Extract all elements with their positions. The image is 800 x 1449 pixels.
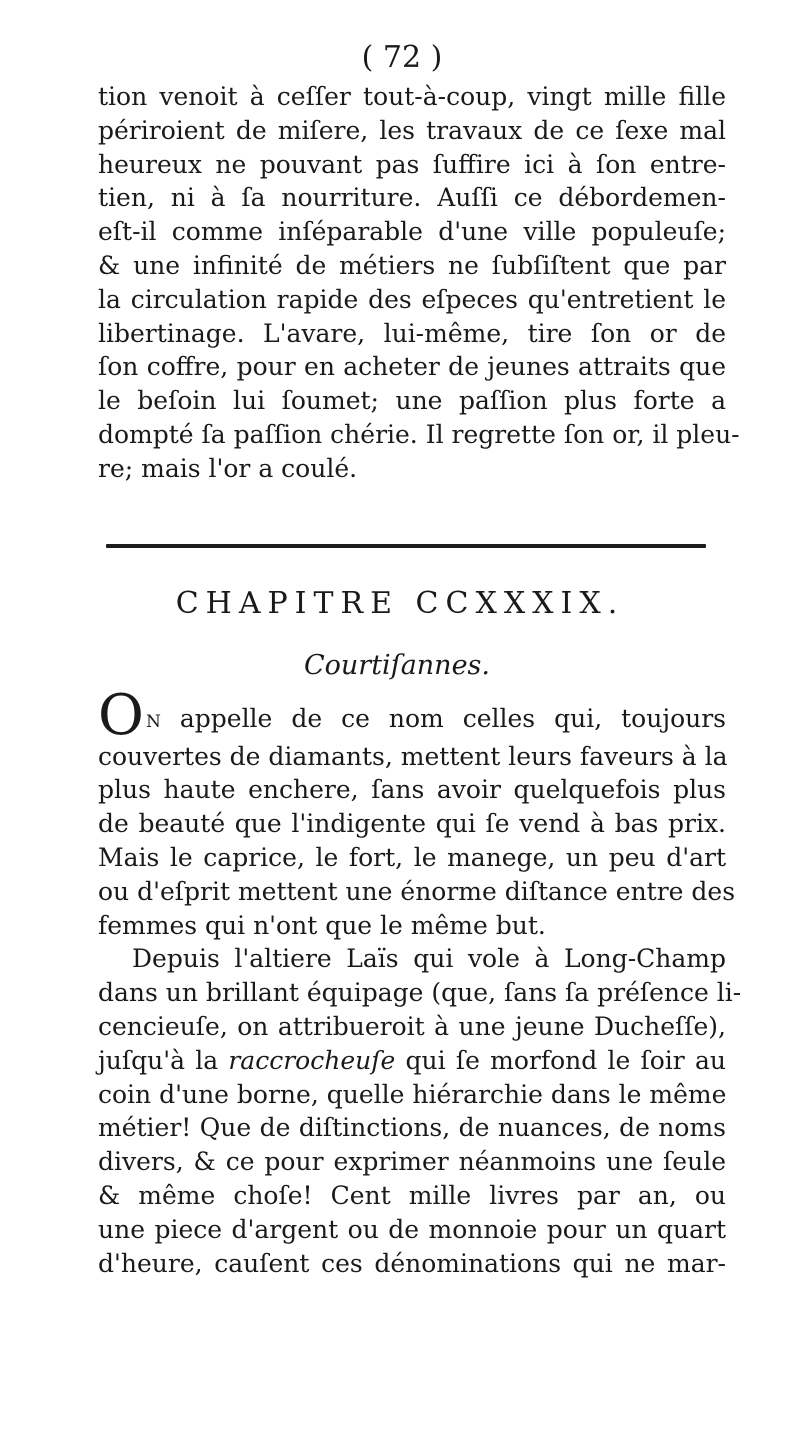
drop-cap: O — [98, 682, 144, 748]
text-line: dans un brillant équipage (que, ſans ſa préſence li- — [98, 978, 742, 1008]
text-line: femmes qui n'ont que le même but. — [98, 910, 546, 940]
text-line: Mais le caprice, le fort, le manege, un peu d'art — [98, 842, 726, 872]
chapter-subtitle: Courtiſannes. — [304, 649, 490, 681]
line-suffix: qui ſe morfond le ſoir au — [395, 1045, 726, 1075]
text-line: ſon coffre, pour en acheter de jeunes attraits que — [98, 352, 726, 382]
text-line: coin d'une borne, quelle hiérarchie dans le même — [98, 1079, 727, 1109]
text-line: cencieuſe, on attribueroit à une jeune Ducheſſe), — [98, 1011, 726, 1041]
text-line: tion venoit à ceſſer tout-à-coup, vingt mille fille — [98, 82, 726, 111]
line-prefix: juſqu'à la — [98, 1045, 229, 1075]
text-line: tien, ni à ſa nourriture. Auſſi ce débordemen- — [98, 183, 726, 213]
text-line: de beauté que l'indigente qui ſe vend à bas prix. — [98, 809, 726, 839]
text-line: une piece d'argent ou de monnoie pour un quart — [98, 1214, 726, 1244]
text-line: Depuis l'altiere Laïs qui vole à Long-Champ — [132, 944, 726, 974]
text-line: heureux ne pouvant pas ſuffire ici à ſon entre- — [98, 149, 726, 179]
text-line: divers, & ce pour exprimer néanmoins une ſeule — [98, 1147, 726, 1177]
small-caps-word: N — [146, 711, 161, 732]
first-line — [98, 682, 727, 748]
text-line: re; mais l'or a coulé. — [98, 453, 358, 483]
page-number: ( 72 ) — [361, 40, 443, 75]
first-line-text: appelle de ce nom celles qui, toujours — [179, 703, 727, 733]
text-line: la circulation rapide des eſpeces qu'entretient le — [98, 284, 726, 314]
text-line: périroient de miſere, les travaux de ce ſexe mal — [98, 115, 726, 145]
text-line: d'heure, cauſent ces dénominations qui ne mar- — [98, 1248, 726, 1278]
section-divider — [106, 544, 706, 548]
text-line: & une infinité de métiers ne ſubſiſtent que par — [98, 250, 726, 280]
continuation-paragraph — [98, 80, 740, 486]
text-line — [146, 702, 726, 740]
text-line: eſt-il comme inſéparable d'une ville populeuſe; — [98, 217, 726, 247]
text-line: ou d'eſprit mettent une énorme diſtance entre des — [98, 876, 736, 906]
text-line: dompté ſa paſſion chérie. Il regrette ſon or, il pleu- — [98, 419, 740, 449]
text-line: & même choſe! Cent mille livres par an, ou — [98, 1180, 726, 1210]
chapter-body — [98, 682, 742, 1281]
text-line: le beſoin lui ſoumet; une paſſion plus forte a — [98, 386, 726, 416]
book-page — [98, 36, 742, 1280]
italic-word: raccrocheuſe — [228, 1045, 396, 1075]
text-line: couvertes de diamants, mettent leurs faveurs à la — [98, 741, 728, 771]
chapter-heading: CHAPITRE CCXXXIX. — [175, 585, 625, 621]
text-line: plus haute enchere, ſans avoir quelquefois plus — [98, 775, 726, 805]
text-line — [98, 1044, 726, 1078]
text-line: métier! Que de diſtinctions, de nuances, de noms — [98, 1113, 726, 1143]
text-line: libertinage. L'avare, lui-même, tire ſon or de — [98, 318, 726, 348]
